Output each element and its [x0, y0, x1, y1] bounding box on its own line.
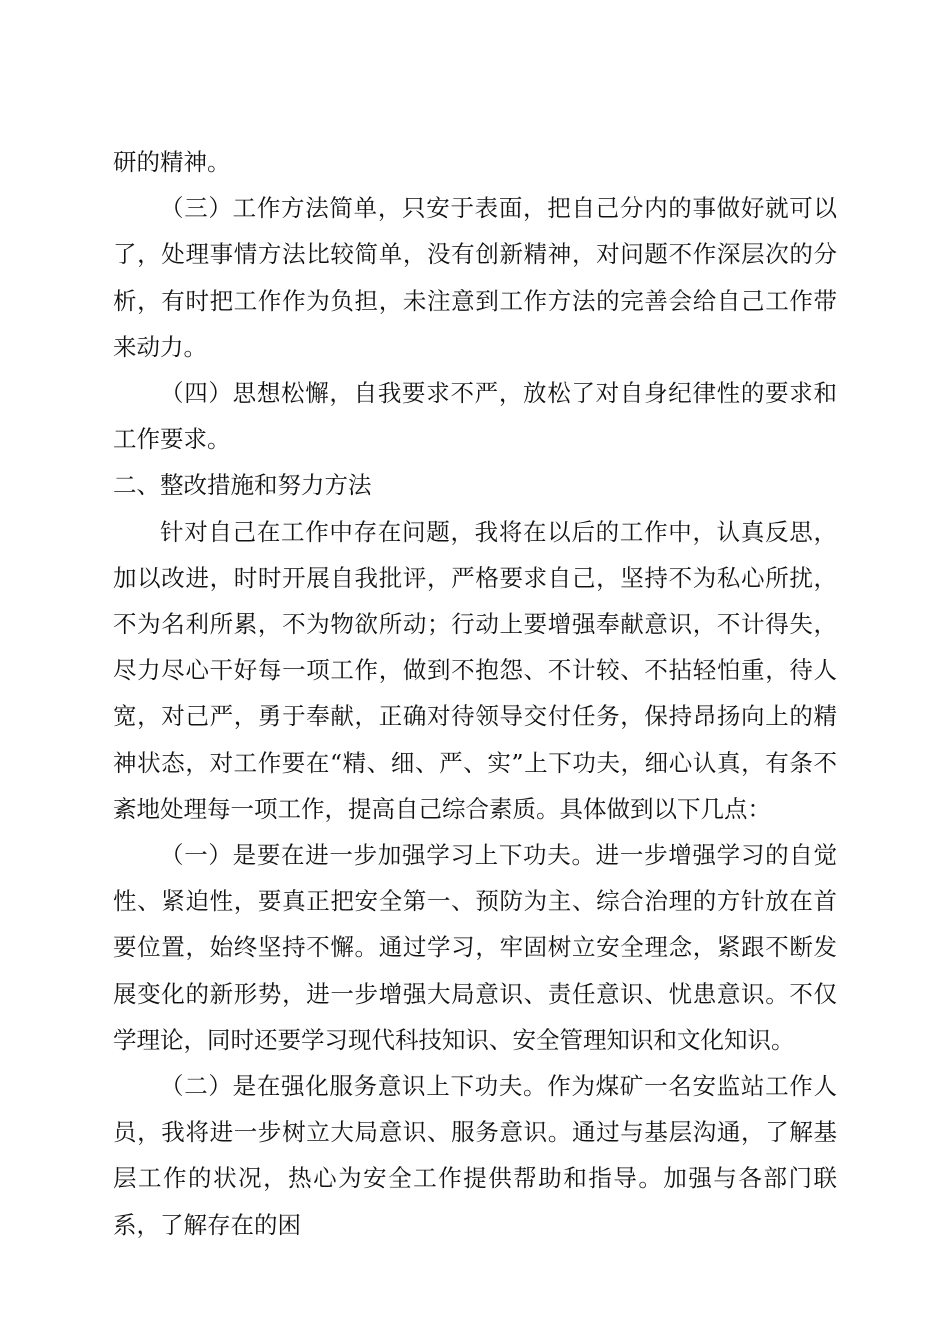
section-heading: 二、整改措施和努力方法 [113, 471, 372, 500]
paragraph-measure-two: （二）是在强化服务意识上下功夫。作为煤矿一名安监站工作人员，我将进一步树立大局意识、服务意识。通过与基层沟通，了解基层工作的状况，热心为安全工作提供帮助和指导。加强与各部门联系，了解存在的困 [113, 1072, 837, 1239]
paragraph-measures-intro: 针对自己在工作中存在问题，我将在以后的工作中，认真反思，加以改进，时时开展自我批评，严格要求自己，坚持不为私心所扰，不为名利所累，不为物欲所动；行动上要增强奉献意识，不计得失，尽力尽心干好每一项工作，做到不抱怨、不计较、不拈轻怕重，待人宽，对己严，勇于奉献，正确对待领导交付任务，保持昂扬向上的精神状态，对工作要在“精、细、严、实”上下功夫，细心认真，有条不紊地处理每一项工作，提高自己综合素质。具体做到以下几点： [113, 517, 837, 823]
paragraph-item-four: （四）思想松懈，自我要求不严，放松了对自身纪律性的要求和工作要求。 [113, 379, 837, 454]
paragraph-measure-one: （一）是要在进一步加强学习上下功夫。进一步增强学习的自觉性、紧迫性，要真正把安全第一、预防为主、综合治理的方针放在首要位置，始终坚持不懈。通过学习，牢固树立安全理念，紧跟不断发展变化的新形势，进一步增强大局意识、责任意识、忧患意识。不仅学理论，同时还要学习现代科技知识、安全管理知识和文化知识。 [113, 841, 837, 1054]
document-body [113, 139, 837, 1248]
paragraph-item-three: （三）工作方法简单，只安于表面，把自己分内的事做好就可以了，处理事情方法比较简单，没有创新精神，对问题不作深层次的分析，有时把工作作为负担，未注意到工作方法的完善会给自己工作带来动力。 [113, 194, 837, 361]
paragraph-continuation: 研的精神。 [113, 148, 231, 176]
